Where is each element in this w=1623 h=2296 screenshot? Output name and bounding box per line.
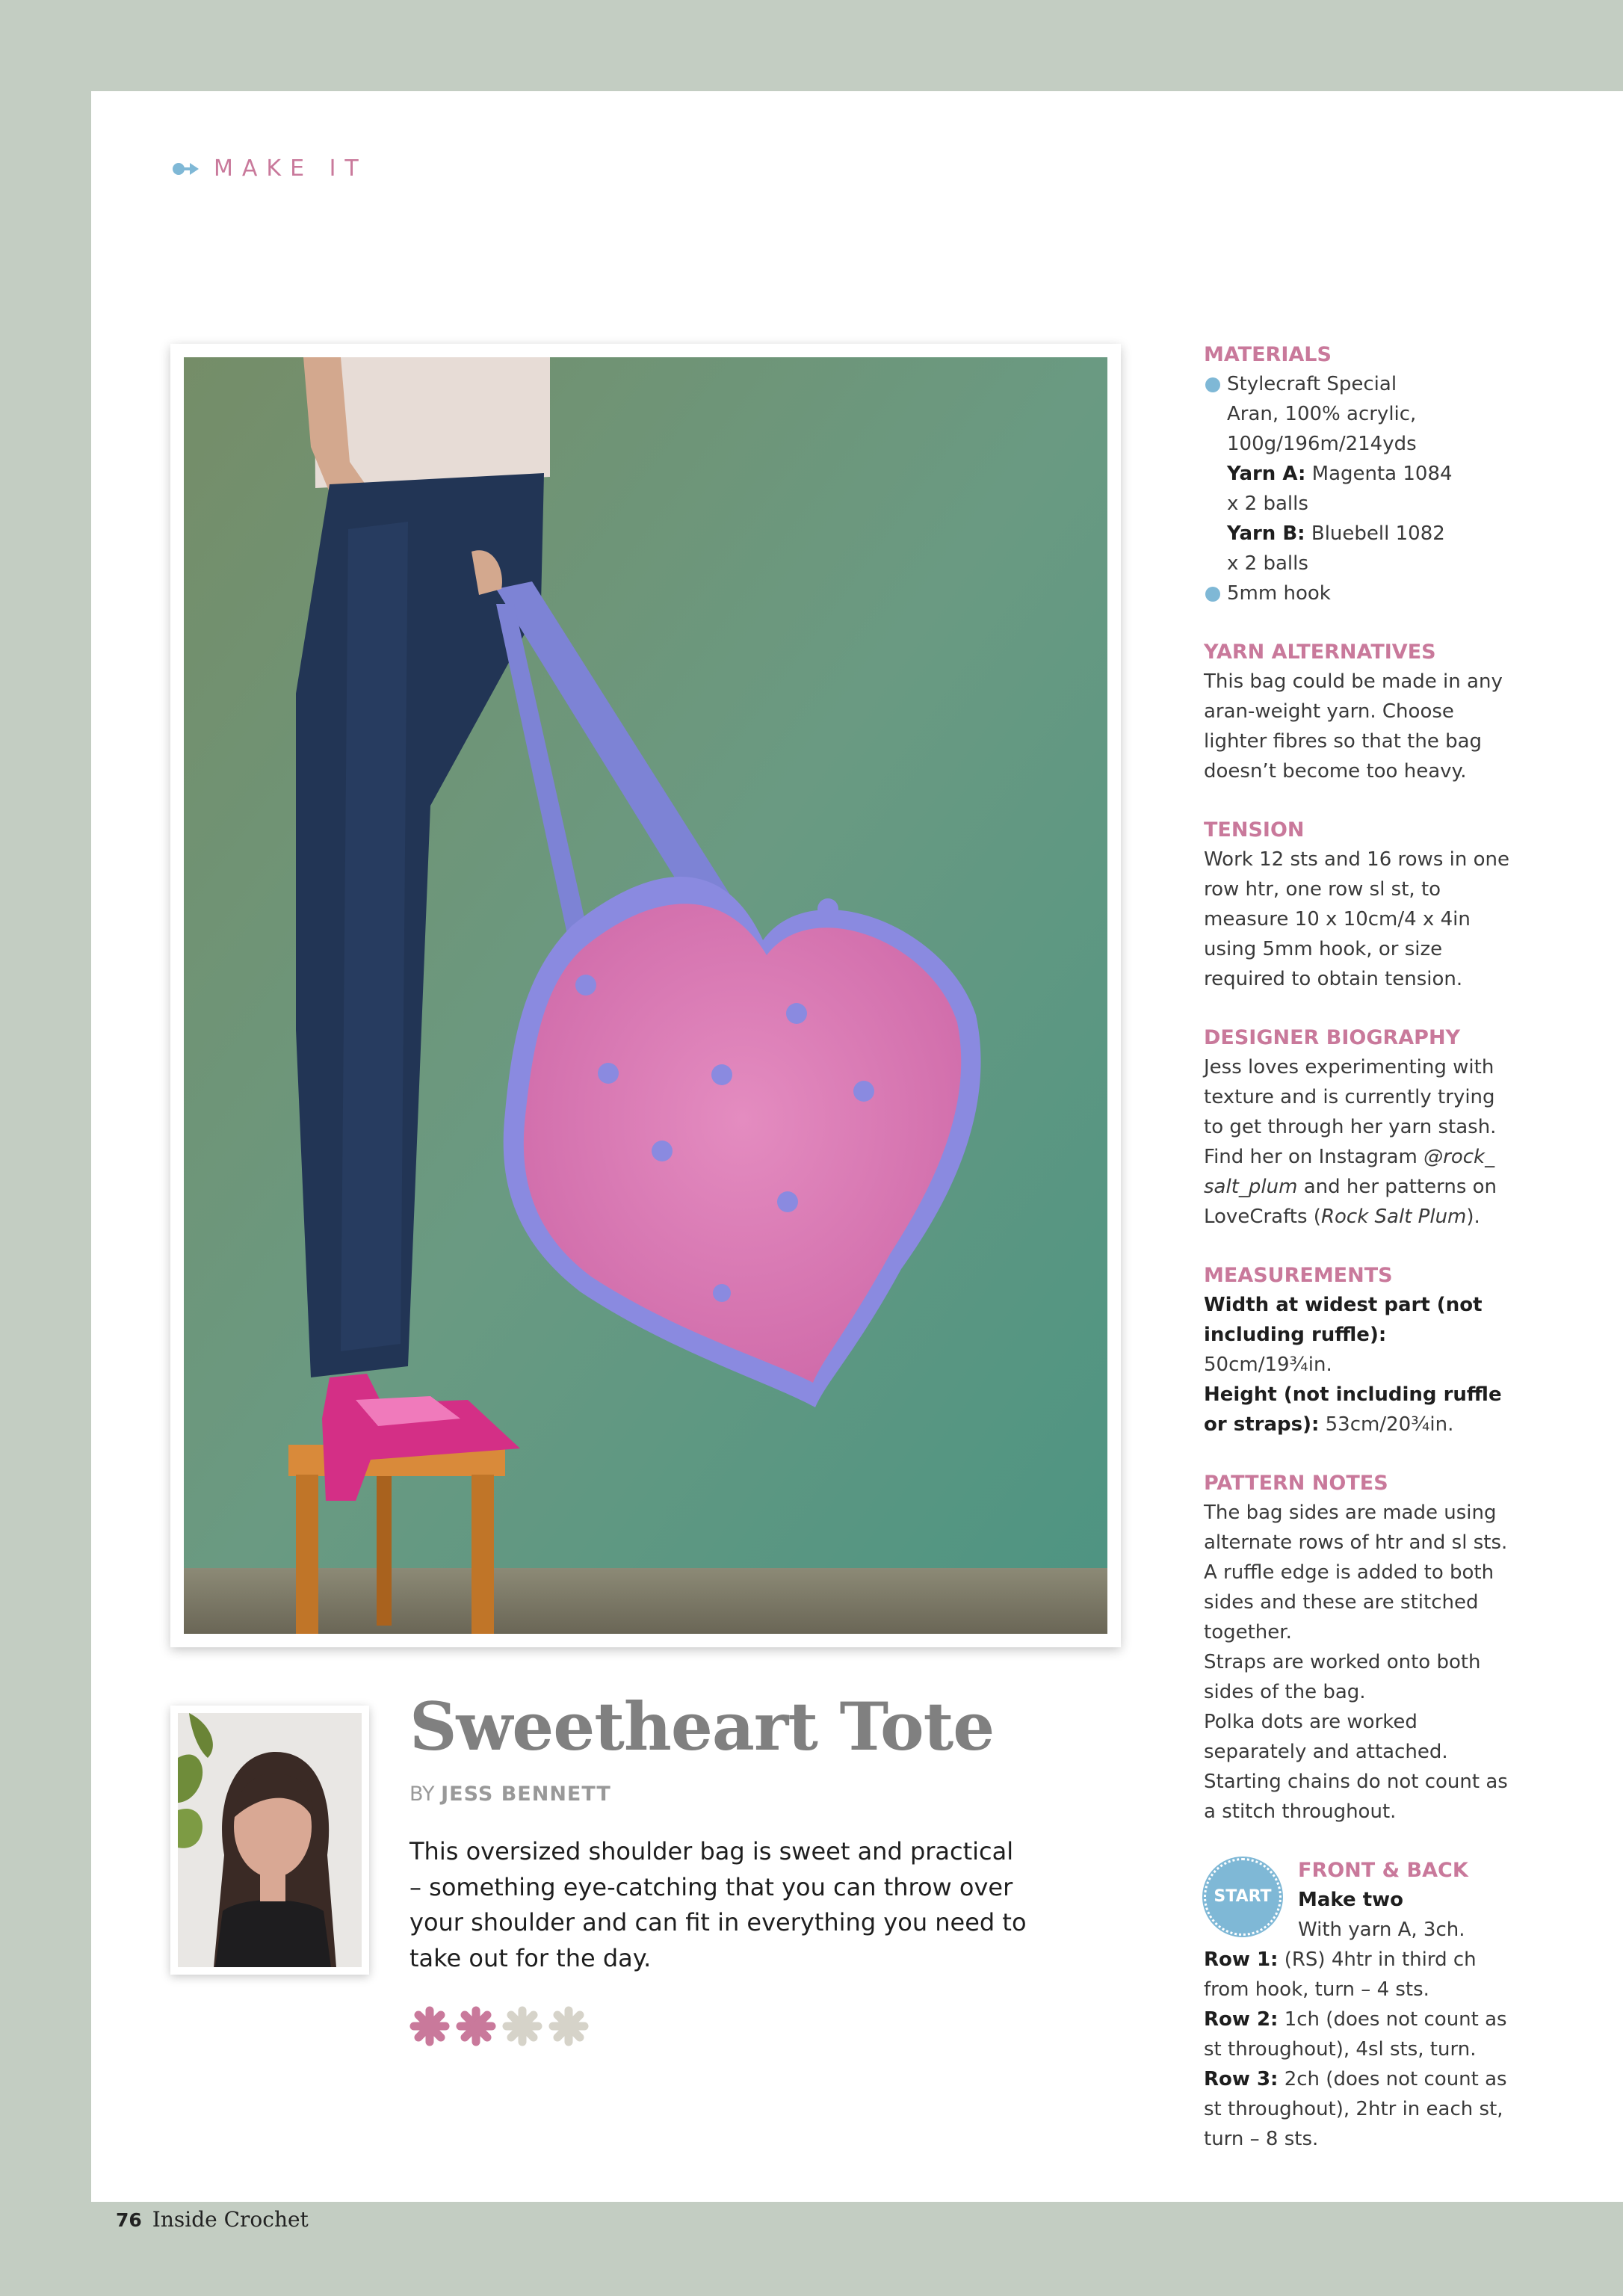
designer-biography-heading: DESIGNER BIOGRAPHY [1204, 1026, 1461, 1049]
pattern-note: Straps are worked onto both sides of the bag. [1204, 1651, 1481, 1703]
pattern-row-2 [1204, 2005, 1518, 2064]
row-label: Row 2: [1204, 2008, 1279, 2031]
page-footer [116, 2207, 309, 2232]
pattern-sidebar [1204, 341, 1518, 2154]
start-badge: START [1204, 1858, 1282, 1936]
publication-name: Inside Crochet [152, 2207, 309, 2232]
yarn-line-3: 100g/196m/214yds [1227, 433, 1417, 455]
tension-text: Work 12 sts and 16 rows in one row htr, one row sl st, to measure 10 x 10cm/4 x 4in using 5mm hook, or size required to obtain tension. [1204, 848, 1509, 990]
tension-heading: TENSION [1204, 818, 1305, 842]
front-back-header [1204, 1857, 1518, 1945]
measurements-section [1204, 1262, 1518, 1439]
width-value: 50cm/19¾in. [1204, 1354, 1332, 1376]
pattern-notes-heading: PATTERN NOTES [1204, 1472, 1388, 1495]
width-label: Width at widest part (not including ruffle): [1204, 1294, 1483, 1346]
height-value: 53cm/20¾in. [1319, 1413, 1454, 1436]
pattern-row-1 [1204, 1945, 1518, 2005]
yarn-a-label: Yarn A: [1227, 463, 1306, 485]
bio-text-end: ). [1466, 1206, 1480, 1228]
height-label: Height (not including ruffle or straps): [1204, 1383, 1502, 1436]
star-icon-empty [502, 2006, 542, 2046]
bio-text-start: Jess loves experimenting with texture and is currently trying to get through her yarn stash. Find her on Instagram [1204, 1056, 1497, 1168]
main-photo-frame [170, 344, 1121, 1647]
section-header [172, 155, 368, 182]
designer-portrait-frame [170, 1706, 369, 1975]
star-icon-empty [548, 2006, 589, 2046]
front-back-subheading [1298, 1885, 1518, 1915]
author-name: JESS BENNETT [441, 1783, 611, 1806]
article-title: Sweetheart Tote [409, 1688, 995, 1765]
row-text: (RS) 4htr in third ch from hook, turn – 4 sts. [1204, 1948, 1477, 2001]
instagram-handle: @rock_ salt_plum [1204, 1146, 1495, 1198]
yarn-a-quantity: x 2 balls [1227, 493, 1308, 515]
yarn-b-quantity: x 2 balls [1227, 552, 1308, 575]
materials-heading: MATERIALS [1204, 343, 1332, 366]
designer-biography-section [1204, 1024, 1518, 1232]
row-label: Row 1: [1204, 1948, 1279, 1971]
height-measurement [1204, 1380, 1518, 1439]
store-name: Rock Salt Plum [1320, 1206, 1467, 1228]
row-text: 2ch (does not count as st throughout), 2htr in each st, turn – 8 sts. [1204, 2068, 1507, 2150]
yarn-b-value: Bluebell 1082 [1305, 522, 1445, 545]
pattern-note: Polka dots are worked separately and attached. [1204, 1711, 1448, 1763]
tension-section [1204, 816, 1518, 994]
main-photo [184, 357, 1107, 1634]
yarn-a-value: Magenta 1084 [1305, 463, 1453, 485]
materials-yarn-item [1204, 369, 1518, 578]
row-label: Row 3: [1204, 2068, 1279, 2090]
front-back-heading: FRONT & BACK [1298, 1859, 1468, 1882]
make-two-label: Make two [1298, 1889, 1404, 1911]
row-text: 1ch (does not count as st throughout), 4sl sts, turn. [1204, 2008, 1507, 2061]
difficulty-rating [409, 2006, 589, 2046]
materials-hook-item [1204, 578, 1518, 608]
page-number: 76 [116, 2209, 142, 2231]
designer-portrait [178, 1713, 362, 1967]
yarn-line-1: Stylecraft Special [1227, 373, 1397, 395]
section-label: MAKE IT [214, 155, 368, 182]
pattern-row-3 [1204, 2064, 1518, 2154]
pattern-notes-section [1204, 1469, 1518, 1827]
bio-text-middle: and her patterns on LoveCrafts ( [1204, 1176, 1497, 1228]
yarn-alternatives-text: This bag could be made in any aran-weight yarn. Choose lighter fibres so that the bag doesn’t become too heavy. [1204, 670, 1503, 783]
materials-section [1204, 341, 1518, 608]
pattern-note: Starting chains do not count as a stitch throughout. [1204, 1771, 1508, 1823]
hook-size: 5mm hook [1227, 582, 1331, 605]
materials-list [1204, 369, 1518, 608]
star-icon-filled [409, 2006, 450, 2046]
width-measurement [1204, 1290, 1518, 1380]
byline [409, 1783, 611, 1806]
measurements-heading: MEASUREMENTS [1204, 1264, 1393, 1287]
front-back-intro: With yarn A, 3ch. [1298, 1919, 1465, 1941]
designer-biography-text [1204, 1052, 1518, 1232]
yarn-alternatives-heading: YARN ALTERNATIVES [1204, 641, 1436, 664]
intro-text: This oversized shoulder bag is sweet and practical – something eye-catching that you can throw over your shoulder and can fit in everything you need to take out for the day. [409, 1837, 1027, 1972]
yarn-b-label: Yarn B: [1227, 522, 1305, 545]
pattern-note: The bag sides are made using alternate rows of htr and sl sts. A ruffle edge is added to both sides and these are stitched together. [1204, 1502, 1508, 1644]
front-back-section [1204, 1857, 1518, 2154]
star-icon-filled [456, 2006, 496, 2046]
byline-prefix: BY [409, 1783, 435, 1806]
arrow-icon [172, 161, 200, 177]
yarn-alternatives-section [1204, 638, 1518, 786]
yarn-line-2: Aran, 100% acrylic, [1227, 403, 1417, 425]
